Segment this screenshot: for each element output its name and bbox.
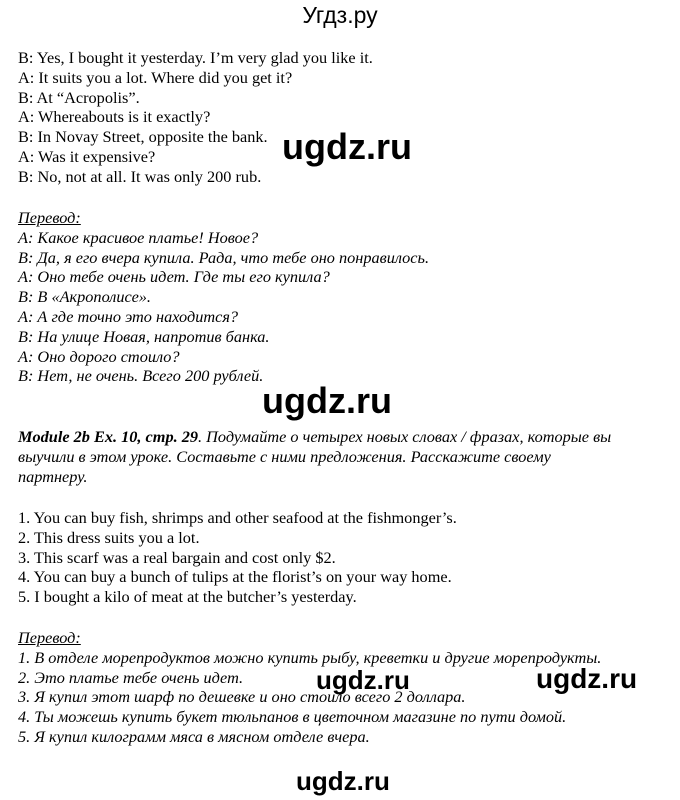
exercise-instructions: . Подумайте о четырех новых словах / фразах, которые вы выучили в этом уроке. Составьте с ними предложения. Расскажите своему партнеру. [18,427,612,486]
dialogue-line: B: At “Acropolis”. [18,87,140,107]
sentence-line: 5. I bought a kilo of meat at the butcher’s yesterday. [18,587,357,607]
translation-line: 2. Это платье тебе очень идет. [18,667,244,687]
translation-line: A: А где точно это находится? [18,306,239,326]
translation-line: A: Оно дорого стоило? [18,346,180,366]
dialogue-line: A: Whereabouts is it exactly? [18,107,211,127]
translation-line: 1. В отделе морепродуктов можно купить рыбу, креветки и другие морепродукты. [18,647,602,667]
translation-heading: Перевод: [18,628,81,647]
watermark: ugdz.ru [536,663,638,694]
exercise-reference: Module 2b Ex. 10, стр. 29 [18,427,199,446]
watermark: ugdz.ru [282,126,412,167]
translation-line: B: Нет, не очень. Всего 200 рублей. [18,366,264,386]
sentences-english [18,508,658,607]
sentence-line: 2. This dress suits you a lot. [18,527,200,547]
translation-line: A: Какое красивое платье! Новое? [18,227,259,247]
dialogue-translation [18,208,658,386]
translation-line: 3. Я купил этот шарф по дешевке и оно стоило всего 2 доллара. [18,687,466,707]
site-title: Угдз.ру [302,2,378,28]
sentence-line: 1. You can buy fish, shrimps and other seafood at the fishmonger’s. [18,508,457,527]
dialogue-line: B: No, not at all. It was only 200 rub. [18,166,262,186]
translation-line: 4. Ты можешь купить букет тюльпанов в цветочном магазине по пути домой. [18,707,567,727]
dialogue-line: A: It suits you a lot. Where did you get it? [18,67,293,87]
dialogue-line: B: Yes, I bought it yesterday. I’m very glad you like it. [18,48,373,67]
sentence-line: 4. You can buy a bunch of tulips at the florist’s on your way home. [18,567,452,587]
translation-heading: Перевод: [18,208,81,227]
translation-line: B: На улице Новая, напротив банка. [18,326,270,346]
translation-line: 5. Я купил килограмм мяса в мясном отделе вчера. [18,726,370,746]
dialogue-line: B: In Novay Street, opposite the bank. [18,127,268,147]
sentence-line: 3. This scarf was a real bargain and cost only $2. [18,547,336,567]
translation-line: B: В «Акрополисе». [18,287,152,307]
watermark: ugdz.ru [296,766,390,796]
translation-line: A: Оно тебе очень идет. Где ты его купила? [18,267,330,287]
translation-line: B: Да, я его вчера купила. Рада, что тебе оно понравилось. [18,247,430,267]
exercise-task [18,427,618,486]
dialogue-line: A: Was it expensive? [18,146,156,166]
watermark: ugdz.ru [316,665,410,695]
watermark: ugdz.ru [262,380,392,421]
